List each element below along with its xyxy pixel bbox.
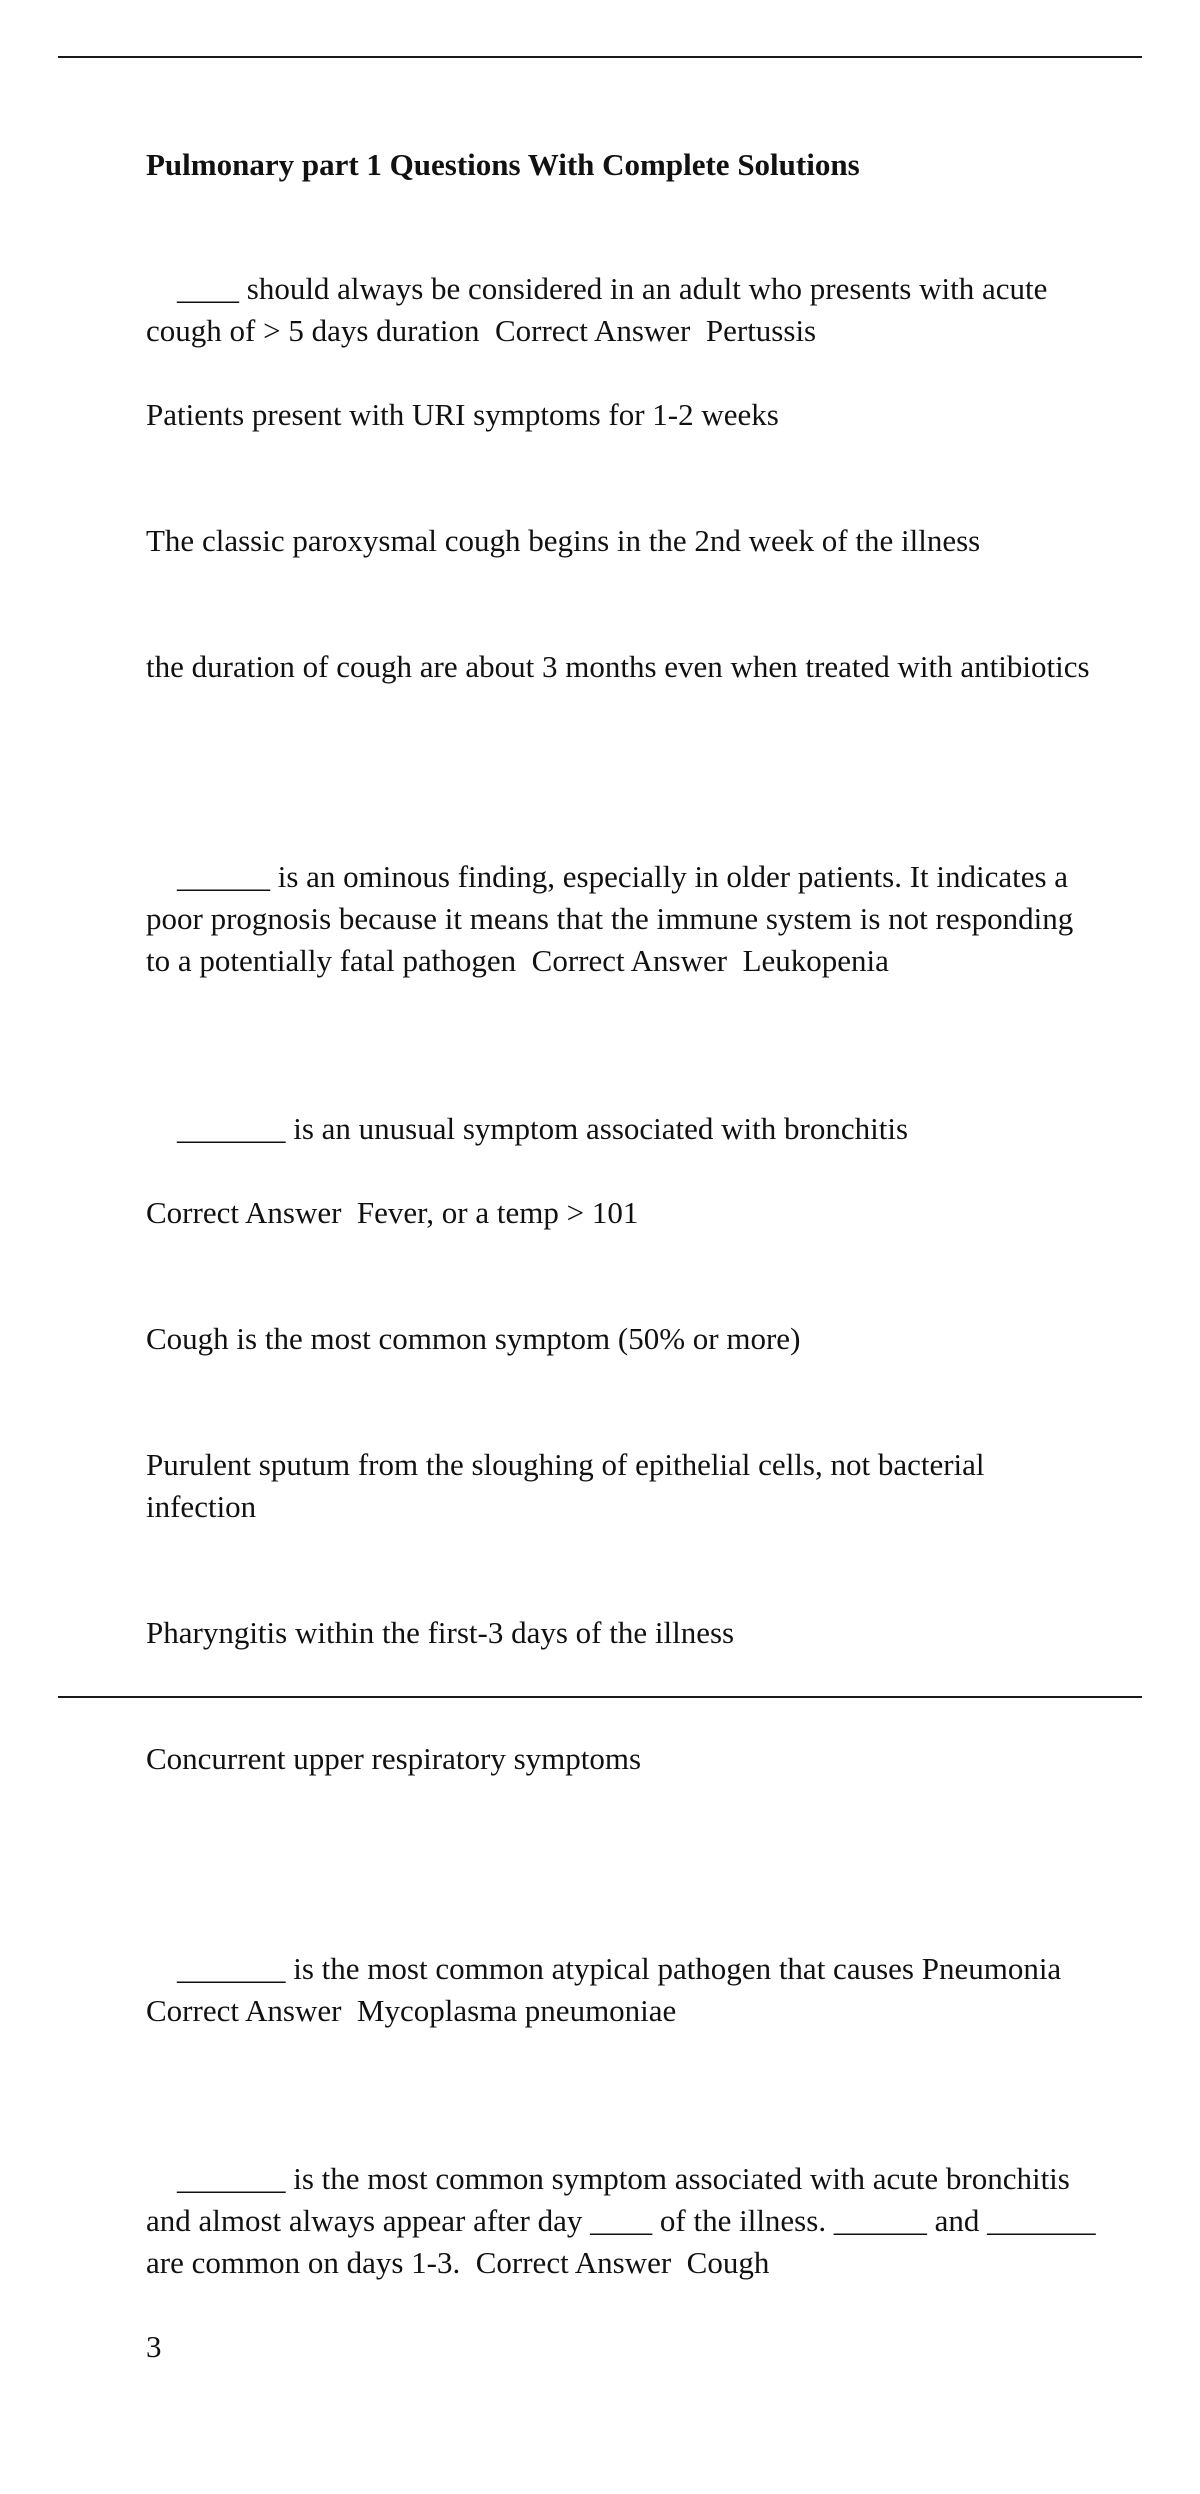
question-text: _______ is the most common atypical pathogen that causes Pneumonia xyxy=(177,1951,1062,1986)
qa-entry xyxy=(146,1906,1096,2074)
answer-detail: the duration of cough are about 3 months even when treated with antibiotics xyxy=(146,649,1090,684)
footer-rule xyxy=(58,1696,1142,1698)
question-text: _______ is the most common symptom associated with acute bronchitis and almost always appear after day ____ of the illness. ______ and _______ are common on days 1-3. xyxy=(146,2161,1104,2280)
answer-text: Cough xyxy=(686,2245,770,2280)
answer-label: Correct Answer xyxy=(531,943,728,978)
answer-text: Leukopenia xyxy=(742,943,889,978)
header-rule xyxy=(58,56,1142,58)
answer-label: Correct Answer xyxy=(146,1993,342,2028)
answer-detail: 3 xyxy=(146,2329,162,2364)
question-text: ____ should always be considered in an adult who presents with acute cough of > 5 days duration xyxy=(146,271,1056,348)
answer-text: Pertussis xyxy=(705,313,817,348)
answer-label: Correct Answer xyxy=(475,2245,672,2280)
answer-label: Correct Answer xyxy=(146,1195,342,1230)
answer-text: Mycoplasma pneumoniae xyxy=(356,1993,677,2028)
qa-entry xyxy=(146,1066,1096,1864)
document-body xyxy=(146,144,1104,2494)
answer-detail: Concurrent upper respiratory symptoms xyxy=(146,1741,642,1776)
qa-entry xyxy=(146,226,1096,772)
question-text: ______ is an ominous finding, especially in older patients. It indicates a poor prognosis because it means that the immune system is not responding to a potentially fatal pathogen xyxy=(146,859,1082,978)
answer-detail: Purulent sputum from the sloughing of epithelial cells, not bacterial infection xyxy=(146,1447,993,1524)
answer-detail: Pharyngitis within the first-3 days of the illness xyxy=(146,1615,735,1650)
document-title: Pulmonary part 1 Questions With Complete Solutions xyxy=(146,147,860,182)
answer-detail: Patients present with URI symptoms for 1-2 weeks xyxy=(146,397,779,432)
answer-detail: The classic paroxysmal cough begins in the 2nd week of the illness xyxy=(146,523,981,558)
answer-label: Correct Answer xyxy=(494,313,691,348)
answer-detail: Cough is the most common symptom (50% or more) xyxy=(146,1321,801,1356)
qa-entry xyxy=(146,2116,1104,2452)
qa-entry xyxy=(146,814,1096,1024)
answer-text: Fever, or a temp > 101 xyxy=(356,1195,639,1230)
question-text: _______ is an unusual symptom associated with bronchitis xyxy=(177,1111,909,1146)
